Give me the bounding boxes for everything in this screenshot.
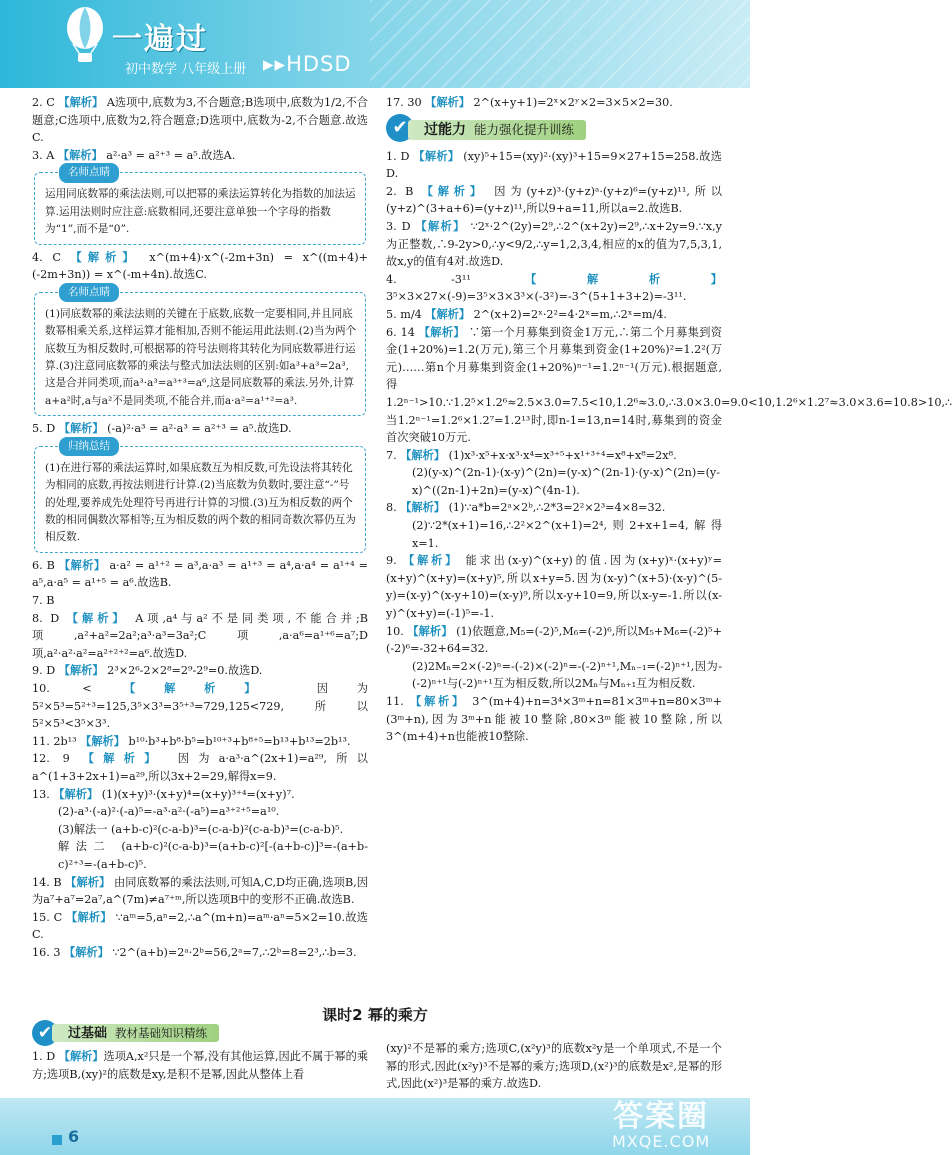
answer-number: 13. bbox=[32, 787, 54, 801]
answer-paragraph bbox=[386, 464, 722, 499]
answer-number: 9. D bbox=[32, 664, 59, 678]
answer-body: (2)2Mₙ=2×(-2)ⁿ=-(-2)×(-2)ⁿ=-(-2)ⁿ⁺¹,Mₙ₋₁=(-2)ⁿ⁺¹,因为-(-2)ⁿ⁺¹与(-2)ⁿ⁺¹互为相反数,所以2Mₙ与Mₙ₊₁互为相反数. bbox=[412, 659, 722, 691]
answer-number: 4. -3¹¹ bbox=[386, 272, 526, 286]
answer-number: 11. bbox=[386, 695, 411, 708]
analysis-tag: 【解析】 bbox=[403, 554, 460, 568]
answer-body: ∵第一个月募集到资金1万元,∴第二个月募集到资金(1+20%)=1.2(万元),第三个月募集到资金(1+20%)²=1.2²(万元)……第n个月募集到资金(1+20%)ⁿ⁻¹=1.2ⁿ⁻¹(万元).根据题意,得1.2ⁿ⁻¹>10.∵1.2⁵×1.2⁶≈2.5×3.0=7.5<10,1.2⁶≈3.0,∴3.0×3.0=9.0<10,1.2⁶×1.2⁷≈3.0×3.6=10.8>10,∴当1.2ⁿ⁻¹=1.2⁶×1.2⁷=1.2¹³时,即n-1=13,n=14时,募集到的资金首次突破10万元. bbox=[386, 325, 952, 445]
answer-paragraph bbox=[32, 733, 368, 751]
answer-body: (1)x³·x⁵+x·x³·x⁴=x³⁺⁵+x¹⁺³⁺⁴=x⁸+x⁸=2x⁸. bbox=[448, 448, 677, 462]
answer-number: 12. 9 bbox=[32, 752, 83, 766]
answer-body: 选项A,x²只是一个幂,没有其他运算,因此不属于幂的乘方;选项B,(xy)²的底数是xy,是积不是幂,因此从整体上看 bbox=[32, 1050, 369, 1081]
answer-body: (3)解法一 (a+b-c)²(c-a-b)³=(c-a-b)²(c-a-b)³=(c-a-b)⁵. bbox=[58, 822, 344, 836]
answer-paragraph bbox=[32, 592, 368, 610]
answer-body: 因为a·a³·a^(2x+1)=a²⁹,所以a^(1+3+2x+1)=a²⁹,所以3x+2=29,解得x=9. bbox=[32, 752, 368, 783]
answer-number: 7. B bbox=[32, 594, 55, 608]
answer-body: 2³×2⁶-2×2⁸=2⁹-2⁹=0.故选D. bbox=[107, 664, 263, 678]
answer-number: 10. < bbox=[32, 682, 125, 695]
answer-number: 14. B bbox=[32, 875, 66, 889]
answer-body: 3^(m+4)+n=3⁴×3ᵐ+n=81×3ᵐ+n=80×3ᵐ+(3ᵐ+n),因为3ᵐ+n能被10整除,80×3ᵐ能被10整除,所以3^(m+4)+n也能被10整除. bbox=[386, 695, 722, 744]
answer-paragraph bbox=[32, 249, 368, 284]
answer-body: (2)-a³·(-a)²·(-a)⁵=-a³·a²·(-a⁵)=a³⁺²⁺⁵=a¹⁰. bbox=[58, 805, 280, 819]
section-subtitle: 教材基础知识精练 bbox=[115, 1026, 208, 1040]
answer-body: (1)(x+y)³·(x+y)⁴=(x+y)³⁺⁴=(x+y)⁷. bbox=[101, 787, 295, 801]
answer-number: 4. C bbox=[32, 250, 71, 264]
answer-body: ∵2ˣ·2^(2y)=2⁹,∴2^(x+2y)=2⁹,∴x+2y=9.∵x,y为正整数,∴9-2y>0,∴y<9/2,∴y=1,2,3,4,相应的x的值为7,5,3,1,故x,y的值有4对.故选D. bbox=[386, 219, 722, 269]
answer-number: 5. m/4 bbox=[386, 307, 426, 321]
answer-paragraph bbox=[386, 623, 722, 658]
analysis-tag: 【解析】 bbox=[413, 149, 460, 163]
analysis-tag: 【解析】 bbox=[425, 96, 470, 109]
watermark-url: MXQE.COM bbox=[612, 1132, 711, 1151]
answer-body: 解法二 (a+b-c)²(c-a-b)³=(a+b-c)²[-(a+b-c)]³=-(a+b-c)²⁺³=-(a+b-c)⁵. bbox=[58, 840, 368, 871]
answer-paragraph bbox=[386, 218, 722, 271]
answer-paragraph bbox=[386, 499, 722, 517]
analysis-tag: 【解析】 bbox=[400, 448, 445, 462]
answer-number: 3. D bbox=[386, 219, 416, 233]
answer-number: 8. bbox=[386, 501, 401, 515]
series-code: ▸▸HDSD bbox=[263, 52, 352, 76]
watermark bbox=[612, 1100, 710, 1151]
analysis-tag: 【解析】 bbox=[65, 875, 111, 889]
answer-number: 6. B bbox=[32, 558, 59, 572]
tip-label: 名师点睛 bbox=[59, 163, 119, 182]
analysis-tag: 【解析】 bbox=[425, 307, 471, 321]
answer-paragraph bbox=[386, 183, 722, 218]
answer-number: 10. bbox=[386, 624, 408, 638]
analysis-tag: 【解析】 bbox=[418, 325, 465, 339]
answer-number: 5. D bbox=[32, 422, 59, 436]
answer-body: 2^(x+2)=2ˣ·2²=4·2ˣ=m,∴2ˣ=m/4. bbox=[473, 307, 667, 321]
answer-body: (2)∵2*(x+1)=16,∴2²×2^(x+1)=2⁴,则2+x+1=4,解得x=1. bbox=[412, 519, 722, 550]
answer-paragraph bbox=[32, 610, 368, 663]
answer-number: 16. 3 bbox=[32, 945, 65, 959]
right-column bbox=[386, 94, 952, 746]
answer-number: 7. bbox=[386, 448, 401, 462]
balloon-logo-icon bbox=[62, 6, 108, 64]
bottom-right-column bbox=[386, 1040, 722, 1093]
answer-body: ∵2^(a+b)=2ᵃ·2ᵇ=56,2ᵃ=7,∴2ᵇ=8=2³,∴b=3. bbox=[112, 945, 357, 959]
answer-number: 2. B bbox=[386, 184, 422, 198]
section-header-ability bbox=[386, 116, 722, 142]
section-bar bbox=[52, 1024, 219, 1042]
section-header-basics bbox=[32, 1020, 362, 1046]
answer-body: A项,a⁴与a²不是同类项,不能合并;B项,a²+a²=2a²;a³·a³=3a²;C项,a·a⁶=a¹⁺⁶=a⁷;D项,a²·a²·a²=a²⁺²⁺²=a⁶.故选D. bbox=[32, 611, 368, 660]
bottom-left-column bbox=[32, 1048, 368, 1083]
analysis-tag: 【解析】 bbox=[421, 184, 486, 198]
answer-paragraph bbox=[32, 94, 368, 147]
answer-body: 因为(y+z)³·(y+z)ᵃ·(y+z)⁶=(y+z)¹¹,所以(y+z)^(3+a+6)=(y+z)¹¹,所以9+a=11,所以a=2.故选B. bbox=[386, 184, 722, 216]
banner-decoration bbox=[370, 0, 750, 88]
answer-body: x^(m+4)·x^(-2m+3n) = x^((m+4)+(-2m+3n)) = x^(-m+4n).故选C. bbox=[32, 250, 368, 282]
answer-body: (1)依题意,M₅=(-2)⁵,M₆=(-2)⁶,所以M₅+M₆=(-2)⁵+(-2)⁶=-32+64=32. bbox=[386, 624, 722, 656]
answer-body: (-a)²·a³ = a²·a³ = a²⁺³ = a⁵.故选D. bbox=[107, 422, 292, 436]
answer-body: 3⁵×3×27×(-9)=3⁵×3×3³×(-3²)=-3^(5+1+3+2)=-3¹¹. bbox=[386, 290, 687, 304]
tip-body: (1)同底数幂的乘法法则的关键在于底数,底数一定要相同,并且同底数幂相乘关系,这样运算才能相加,否则不能运用此法则.(2)当为两个底数互为相反数时,可根据幂的符号法则将其转化为同底数幂进行运算.(3)注意同底数幂的乘法与整式加法法则的区别:如a³+a³=2a³,这是合并同类项,而a³·a³=a³⁺³=a⁶,这是同底数幂的乘法.另外,计算a+a²时,a与a²不是同类项,不能合并,而a·a²=a¹⁺²=a³. bbox=[45, 307, 357, 407]
answer-paragraph: (xy)²不是幂的乘方;选项C,(x²y)³的底数x²y是一个单项式,不是一个幂的形式,因此(x²y)³不是幂的乘方;选项D,(x²)³的底数是x²,是幂的形式,因此(x²)³是幂的乘方.故选D. bbox=[386, 1042, 722, 1091]
answer-paragraph bbox=[386, 324, 952, 447]
answer-body: b¹⁰·b³+b⁸·b⁵=b¹⁰⁺³+b⁸⁺⁵=b¹³+b¹³=2b¹³. bbox=[128, 734, 351, 748]
analysis-tag: 【解析】 bbox=[66, 910, 112, 924]
answer-paragraph bbox=[32, 147, 368, 165]
checkmark-icon: ✔ bbox=[386, 114, 414, 142]
answer-paragraph bbox=[386, 517, 722, 552]
analysis-tag: 【解析】 bbox=[57, 148, 103, 162]
answer-paragraph bbox=[32, 944, 368, 962]
brand-title: 一遍过 bbox=[112, 22, 208, 57]
section-title: 过能力 bbox=[424, 121, 466, 138]
answer-paragraph bbox=[32, 838, 368, 873]
answer-number: 1. D bbox=[386, 149, 414, 163]
lesson-title: 课时2 幂的乘方 bbox=[322, 1006, 428, 1024]
answer-paragraph bbox=[32, 750, 368, 785]
answer-body: 因为5²×5³=5²⁺³=125,3⁵×3³=3⁵⁺³=729,125<729,所以5²×5³<3⁵×3³. bbox=[32, 682, 368, 731]
analysis-tag: 【解析】 bbox=[58, 96, 104, 109]
watermark-text: 答案圈 bbox=[613, 1099, 710, 1134]
answer-body: 由同底数幂的乘法法则,可知A,C,D均正确,选项B,因为a⁷+a⁷=2a⁷,a^(7m)≠a⁷⁺ᵐ,所以选项B中的变形不正确.故选B. bbox=[32, 875, 368, 907]
analysis-tag: 【解析】 bbox=[58, 1050, 104, 1063]
answer-number: 15. C bbox=[32, 910, 66, 924]
analysis-tag: 【解析】 bbox=[80, 734, 125, 748]
section-subtitle: 能力强化提升训练 bbox=[474, 121, 575, 137]
analysis-tag: 【解析】 bbox=[58, 422, 104, 436]
analysis-tag: 【解析】 bbox=[58, 558, 106, 572]
analysis-tag: 【解析】 bbox=[82, 752, 165, 766]
answer-paragraph bbox=[32, 803, 368, 821]
answer-number: 6. 14 bbox=[386, 325, 419, 339]
tip-box bbox=[34, 439, 366, 553]
answer-body: 能求出(x-y)^(x+y)的值.因为(x+y)ˣ·(x+y)ʸ=(x+y)^(x+y)=(x+y)⁵,所以x+y=5.因为(x-y)^(x+5)·(x-y)^(5-y)=(x-y)^(x-y+10)=(x-y)⁹,所以x-y+10=9,所以x-y=-1.所以(x-y)^(x+y)=(-1)⁵=-1. bbox=[386, 554, 722, 621]
answer-number: 2. C bbox=[32, 96, 59, 109]
answer-paragraph bbox=[32, 821, 368, 839]
answer-number: 3. A bbox=[32, 148, 58, 162]
answer-paragraph bbox=[386, 306, 722, 324]
page-number: 6 bbox=[68, 1127, 80, 1146]
answer-paragraph bbox=[32, 1048, 368, 1083]
answer-paragraph bbox=[386, 552, 722, 622]
analysis-tag: 【解析】 bbox=[415, 219, 466, 233]
answer-paragraph bbox=[32, 557, 368, 592]
book-subtitle: 初中数学 八年级上册 bbox=[125, 62, 247, 77]
answer-body: ∵aᵐ=5,aⁿ=2,∴a^(m+n)=aᵐ·aⁿ=5×2=10.故选C. bbox=[32, 910, 368, 942]
answer-body: (xy)⁵+15=(xy)²·(xy)³+15=9×27+15=258.故选D. bbox=[386, 149, 722, 181]
answer-paragraph bbox=[386, 658, 722, 693]
analysis-tag: 【解析】 bbox=[64, 945, 109, 959]
answer-body: A选项中,底数为3,不合题意;B选项中,底数为1/2,不合题意;C选项中,底数为2,符合题意;D选项中,底数为-2,不合题意.故选C. bbox=[32, 96, 368, 145]
checkmark-icon: ✔ bbox=[32, 1020, 58, 1046]
tip-box bbox=[34, 166, 366, 244]
answer-paragraph bbox=[386, 271, 722, 306]
answer-number: 1. D bbox=[32, 1050, 59, 1063]
header-banner bbox=[0, 0, 750, 88]
analysis-tag: 【解析】 bbox=[53, 787, 99, 801]
answer-paragraph bbox=[386, 94, 722, 112]
analysis-tag: 【解析】 bbox=[66, 611, 128, 625]
answer-paragraph bbox=[32, 680, 368, 733]
answer-number: 17. 30 bbox=[386, 96, 426, 109]
answer-paragraph bbox=[32, 786, 368, 804]
answer-paragraph bbox=[386, 447, 722, 465]
tip-label: 名师点睛 bbox=[59, 283, 119, 302]
page-marker-icon bbox=[52, 1135, 62, 1145]
answer-number: 8. D bbox=[32, 611, 67, 625]
answer-paragraph bbox=[32, 874, 368, 909]
analysis-tag: 【解析】 bbox=[58, 664, 104, 678]
answer-paragraph bbox=[32, 662, 368, 680]
answer-paragraph bbox=[32, 420, 368, 438]
analysis-tag: 【解析】 bbox=[400, 501, 445, 515]
analysis-tag: 【解析】 bbox=[70, 250, 140, 264]
analysis-tag: 【解析】 bbox=[525, 272, 722, 286]
analysis-tag: 【解析】 bbox=[407, 624, 453, 638]
answer-body: (1)∵a*b=2ᵃ×2ᵇ,∴2*3=2²×2³=4×8=32. bbox=[448, 501, 666, 515]
section-bar bbox=[408, 120, 586, 140]
tip-body: 运用同底数幂的乘法法则,可以把幂的乘法运算转化为指数的加法运算.运用法则时应注意:底数相同,还要注意单独一个字母的指数为“1”,而不是“0”. bbox=[45, 188, 356, 236]
analysis-tag: 【解析】 bbox=[410, 695, 466, 708]
answer-number: 9. bbox=[386, 554, 404, 568]
tip-box bbox=[34, 285, 366, 416]
answer-number: 11. 2b¹³ bbox=[32, 734, 81, 748]
answer-body: a·a² = a¹⁺² = a³,a·a³ = a¹⁺³ = a⁴,a·a⁴ = a¹⁺⁴ = a⁵,a·a⁵ = a¹⁺⁵ = a⁶.故选B. bbox=[32, 558, 369, 590]
analysis-tag: 【解析】 bbox=[124, 682, 285, 695]
answer-paragraph bbox=[386, 148, 722, 183]
answer-paragraph bbox=[386, 693, 722, 746]
tip-label: 归纳总结 bbox=[59, 437, 119, 456]
answer-body: a²·a³ = a²⁺³ = a⁵.故选A. bbox=[106, 148, 236, 162]
answer-paragraph bbox=[32, 909, 368, 944]
tip-body: (1)在进行幂的乘法运算时,如果底数互为相反数,可先设法将其转化为相同的底数,再按法则进行计算.(2)当底数为负数时,要注意“-”号的处理,要养成先处理符号再进行计算的习惯.(3)互为相反数的两个数的相同偶数次幂相等;互为相反数的两个数的相同奇数次幂仍互为相反数. bbox=[45, 461, 356, 544]
left-column bbox=[32, 94, 368, 962]
section-title: 过基础 bbox=[68, 1026, 108, 1041]
answer-body: (2)(y-x)^(2n-1)·(x-y)^(2n)=(y-x)^(2n-1)·(y-x)^(2n)=(y-x)^((2n-1)+2n)=(y-x)^(4n-1). bbox=[412, 466, 721, 497]
answer-body: 2^(x+y+1)=2ˣ×2ʸ×2=3×5×2=30. bbox=[473, 96, 673, 109]
